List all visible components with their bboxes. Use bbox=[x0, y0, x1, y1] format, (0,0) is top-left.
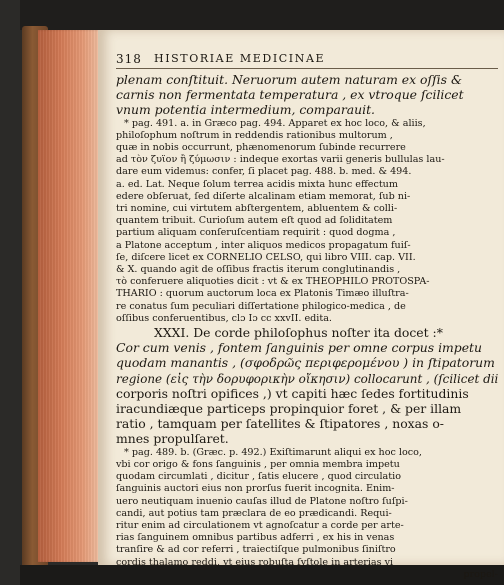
text-line: plenam conſtituit. Neruorum autem naturam ex oſſis & bbox=[116, 72, 462, 87]
text-line: dare eum videmus: confer, ſi placet pag. 488. b. med. & 494. bbox=[116, 166, 412, 178]
text-line: a Platone acceptum , inter aliquos medicos propagatum fuiſ- bbox=[116, 239, 411, 251]
text-line: quodam manantis , (σφοδρῶς περιφερομένου ) in ſtipatorum bbox=[116, 355, 495, 371]
text-line: oſſibus conferuentibus, clɔ Iɔ cc xxvII. edita. bbox=[116, 312, 332, 324]
text-line: & X. quando agit de oſſibus fractis iterum conglutinandis , bbox=[116, 264, 401, 276]
text-line: rias ſanguinem omnibus partibus adferri , ex his in venas bbox=[116, 532, 395, 544]
text-line: regione (εἰς τὴν δορυφορικὴν οἴκησιν) collocarunt , (ſcilicet dii bbox=[116, 370, 499, 386]
page-body-text bbox=[116, 72, 498, 581]
text-line: ſanguinis auctori eius non prorſus fuerit incognita. Enim- bbox=[116, 483, 395, 495]
page-number: 318 bbox=[116, 52, 142, 66]
text-line: a. ed. Lat. Neque ſolum terrea acidis mixta hunc effectum bbox=[116, 178, 398, 190]
book-page bbox=[98, 30, 504, 580]
text-line: quæ in nobis occurrunt, phænomenorum ſubinde recurrere bbox=[116, 142, 406, 154]
header-rule bbox=[116, 68, 498, 69]
text-line: ratio , tamquam per ſatellites & ſtipatores , noxas o- bbox=[116, 416, 444, 432]
text-line: mnes propulſaret. bbox=[116, 431, 229, 447]
running-header bbox=[116, 52, 496, 68]
text-line: * pag. 491. a. in Græco pag. 494. Apparet ex hoc loco, & aliis, bbox=[124, 117, 426, 129]
text-line: ſe, diſcere licet ex CORNELIO CELSO, qui libro VIII. cap. VII. bbox=[116, 251, 416, 263]
text-line: uero neutiquam inuenio cauſas illud de Platone noſtro ſuſpi- bbox=[116, 495, 408, 507]
text-line: tri nomine, cui virtutem abſtergentem, abluentem & colli- bbox=[116, 203, 398, 215]
text-line: ritur enim ad circulationem vt agnoſcatur a corde per arte- bbox=[116, 519, 404, 531]
text-line: candi, aut potius tam præclara de eo prædicandi. Requi- bbox=[116, 507, 392, 519]
text-line: XXXI. De corde philoſophus noſter ita docet :* bbox=[154, 325, 443, 341]
text-line: quantem tribuit. Curioſum autem eſt quod ad ſoliditatem bbox=[116, 215, 393, 227]
text-line: re conatus ſum peculiari diſſertatione philogico-medica , de bbox=[116, 300, 406, 312]
text-line: corporis noſtri opifices ,) vt capiti hæc ſedes fortitudinis bbox=[116, 385, 469, 401]
text-line: τὸ conferuere aliquoties dicit : vt & ex THEOPHILO PROTOSPA- bbox=[116, 276, 430, 288]
text-line: partium aliquam conſeruſcentiam requirit : quod dogma , bbox=[116, 227, 396, 239]
text-line: carnis non fermentata temperatura , ex vtroque ſcilicet bbox=[116, 87, 464, 103]
running-title: HISTORIAE MEDICINAE bbox=[154, 52, 326, 65]
text-line: ad τὸν ζυϊον ἢ ζύμωσιν : indeque exortas varii generis bullulas lau- bbox=[116, 154, 445, 166]
text-line: vbi cor origo & fons ſanguinis , per omnia membra impetu bbox=[116, 458, 400, 470]
text-line: philoſophum noſtrum in reddendis rationibus multorum , bbox=[116, 129, 393, 141]
text-line: Cor cum venis , fontem ſanguinis per omne corpus impetu bbox=[116, 340, 483, 356]
scanner-background-top bbox=[20, 0, 504, 30]
text-line: propel- bbox=[463, 568, 498, 580]
text-line: edere obſeruat, ſed diſerte alcalinam etiam memorat, ſub ni- bbox=[116, 190, 411, 202]
page-edges-texture bbox=[40, 30, 100, 562]
text-line: iracundiæque particeps propinquior foret , & per illam bbox=[116, 401, 462, 417]
text-line: * pag. 489. b. (Græc. p. 492.) Exiſtimarunt aliqui ex hoc loco, bbox=[124, 446, 422, 458]
text-line: THARIO : quorum auctorum loca ex Platonis Timæo illuſtra- bbox=[116, 288, 409, 300]
text-line: vnum potentia intermedium, comparauit. bbox=[116, 102, 375, 118]
text-line: quodam circumlati , dicitur , ſatis elucere , quod circulatio bbox=[116, 471, 401, 483]
text-line: tranſire & ad cor referri , traiectiſque pulmonibus ſiniſtro bbox=[116, 544, 396, 556]
text-line: cordis thalamo reddi, vt eius robuſta ſyſtole in arterias vi bbox=[116, 556, 394, 568]
